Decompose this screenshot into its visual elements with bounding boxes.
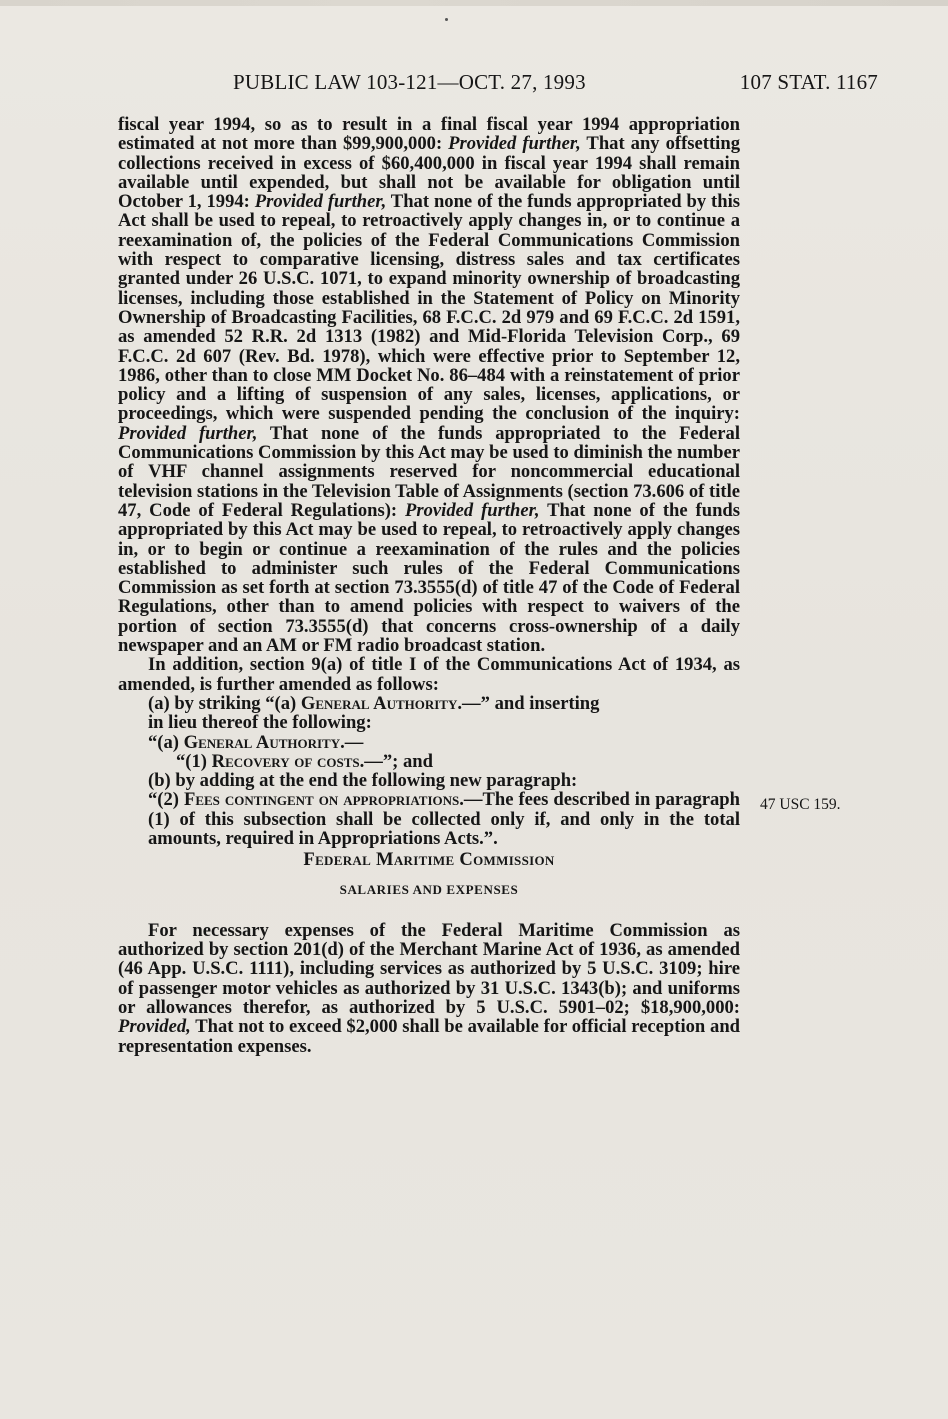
proviso-label: Provided further,	[448, 133, 581, 155]
text-run: That none of the funds appropriated by this Act shall be used to repeal, to retroactively apply changes in, or to continue a reexamination of, the policies of the Federal Communications Commission with respect to comparative licensing, distress sales and tax certificates granted under 26 U.S.C. 1071, to expand minority ownership of broadcasting licenses, including those established in the Statement of Policy on Minority Ownership of Broadcasting Facilities, 68 F.C.C. 2d 979 and 69 F.C.C. 2d 1591, as amended 52 R.R. 2d 1313 (1982) and Mid-Florida Television Corp., 69 F.C.C. 2d 607 (Rev. Bd. 1978), which were effective prior to September 12, 1986, other than to close MM Docket No. 86–484 with a reinstatement of prior policy and a lifting of suspension of any sales, licenses, applications, or proceedings, which were suspended pending the conclusion of the inquiry:	[118, 191, 740, 425]
quoted-paragraph-2	[118, 790, 740, 848]
text-run: The fees described in paragraph (1) of this subsection shall be collected only if, and only in the total amounts, required in Appropriations Acts.”.	[148, 789, 740, 849]
margin-citation-note: 47 USC 159.	[760, 796, 841, 813]
page-stat-number: 107 STAT. 1167	[739, 70, 878, 94]
amendment-item-a	[118, 694, 740, 713]
page-header	[118, 70, 878, 96]
text-run: That none of the funds appropriated by this Act may be used to repeal, to retroactively apply changes in, or to begin or continue a reexamination of the rules and the policies established to administer such rules of the Federal Communications Commission as set forth at section 73.3555(d) of title 47 of the Code of Federal Regulations, other than to amend policies with respect to waivers of the portion of section 73.3555(d) that concerns cross-ownership of a daily newspaper and an AM or FM radio broadcast station.	[118, 499, 740, 657]
text-run: ” and inserting	[480, 692, 600, 714]
small-caps-term: General Authority.—	[300, 692, 481, 714]
proviso-label: Provided further,	[254, 191, 387, 213]
small-caps-term: General Authority.—	[183, 731, 364, 753]
page-top-edge	[0, 0, 948, 6]
text-run: That any offsetting collections received in excess of $60,400,000 in fiscal year 1994 shall remain available until expended, but shall not be available for obligation until October 1, 1994:	[118, 133, 740, 213]
paragraph-fmc-salaries	[118, 921, 740, 1056]
text-run: That not to exceed $2,000 shall be available for official reception and representation expenses.	[118, 1016, 740, 1057]
body-text	[118, 115, 740, 1056]
appropriation-subheading: SALARIES AND EXPENSES	[339, 881, 519, 897]
agency-heading: Federal Maritime Commission	[303, 849, 555, 871]
text-run: (a) by striking “(a)	[148, 692, 301, 714]
text-run: That none of the funds appropriated to the Federal Communications Commission by this Act may be used to diminish the number of VHF channel assignments reserved for noncommercial educational television stations in the Television Table of Assignments (section 73.606 of title 47, Code of Federal Regulations):	[118, 422, 740, 521]
small-caps-term: Recovery of costs.—	[211, 750, 383, 772]
proviso-label: Provided further,	[118, 422, 258, 444]
amendment-item-a-continued: in lieu thereof the following:	[148, 712, 372, 734]
quoted-paragraph-1	[118, 752, 740, 771]
text-run: fiscal year 1994, so as to result in a final fiscal year 1994 appropriation estimated at not more than $99,900,000:	[118, 114, 740, 155]
amendment-item-b: (b) by adding at the end the following new paragraph:	[148, 770, 578, 792]
text-run: “(2)	[148, 789, 184, 811]
paragraph-amendment-intro: In addition, section 9(a) of title I of the Communications Act of 1934, as amended, is further amended as follows:	[118, 654, 740, 695]
proviso-label: Provided further,	[405, 499, 540, 521]
proviso-label: Provided,	[118, 1016, 191, 1038]
paragraph-appropriations-provisos	[118, 115, 740, 655]
small-caps-term: Fees contingent on appropriations.—	[183, 789, 483, 811]
text-run: ”; and	[382, 750, 433, 772]
text-run: For necessary expenses of the Federal Maritime Commission as authorized by section 201(d) of the Merchant Marine Act of 1936, as amended (46 App. U.S.C. 1111), including services as authorized by 5 U.S.C. 3109; hire of passenger motor vehicles as authorized by 31 U.S.C. 1343(b); and uniforms or allowances therefor, as authorized by 5 U.S.C. 5901–02; $18,900,000:	[118, 919, 740, 1019]
text-run: “(1)	[176, 750, 212, 772]
speck	[445, 18, 448, 21]
text-run: “(a)	[148, 731, 184, 753]
quoted-subsection-a	[118, 733, 740, 752]
running-head: PUBLIC LAW 103-121—OCT. 27, 1993	[233, 70, 586, 94]
